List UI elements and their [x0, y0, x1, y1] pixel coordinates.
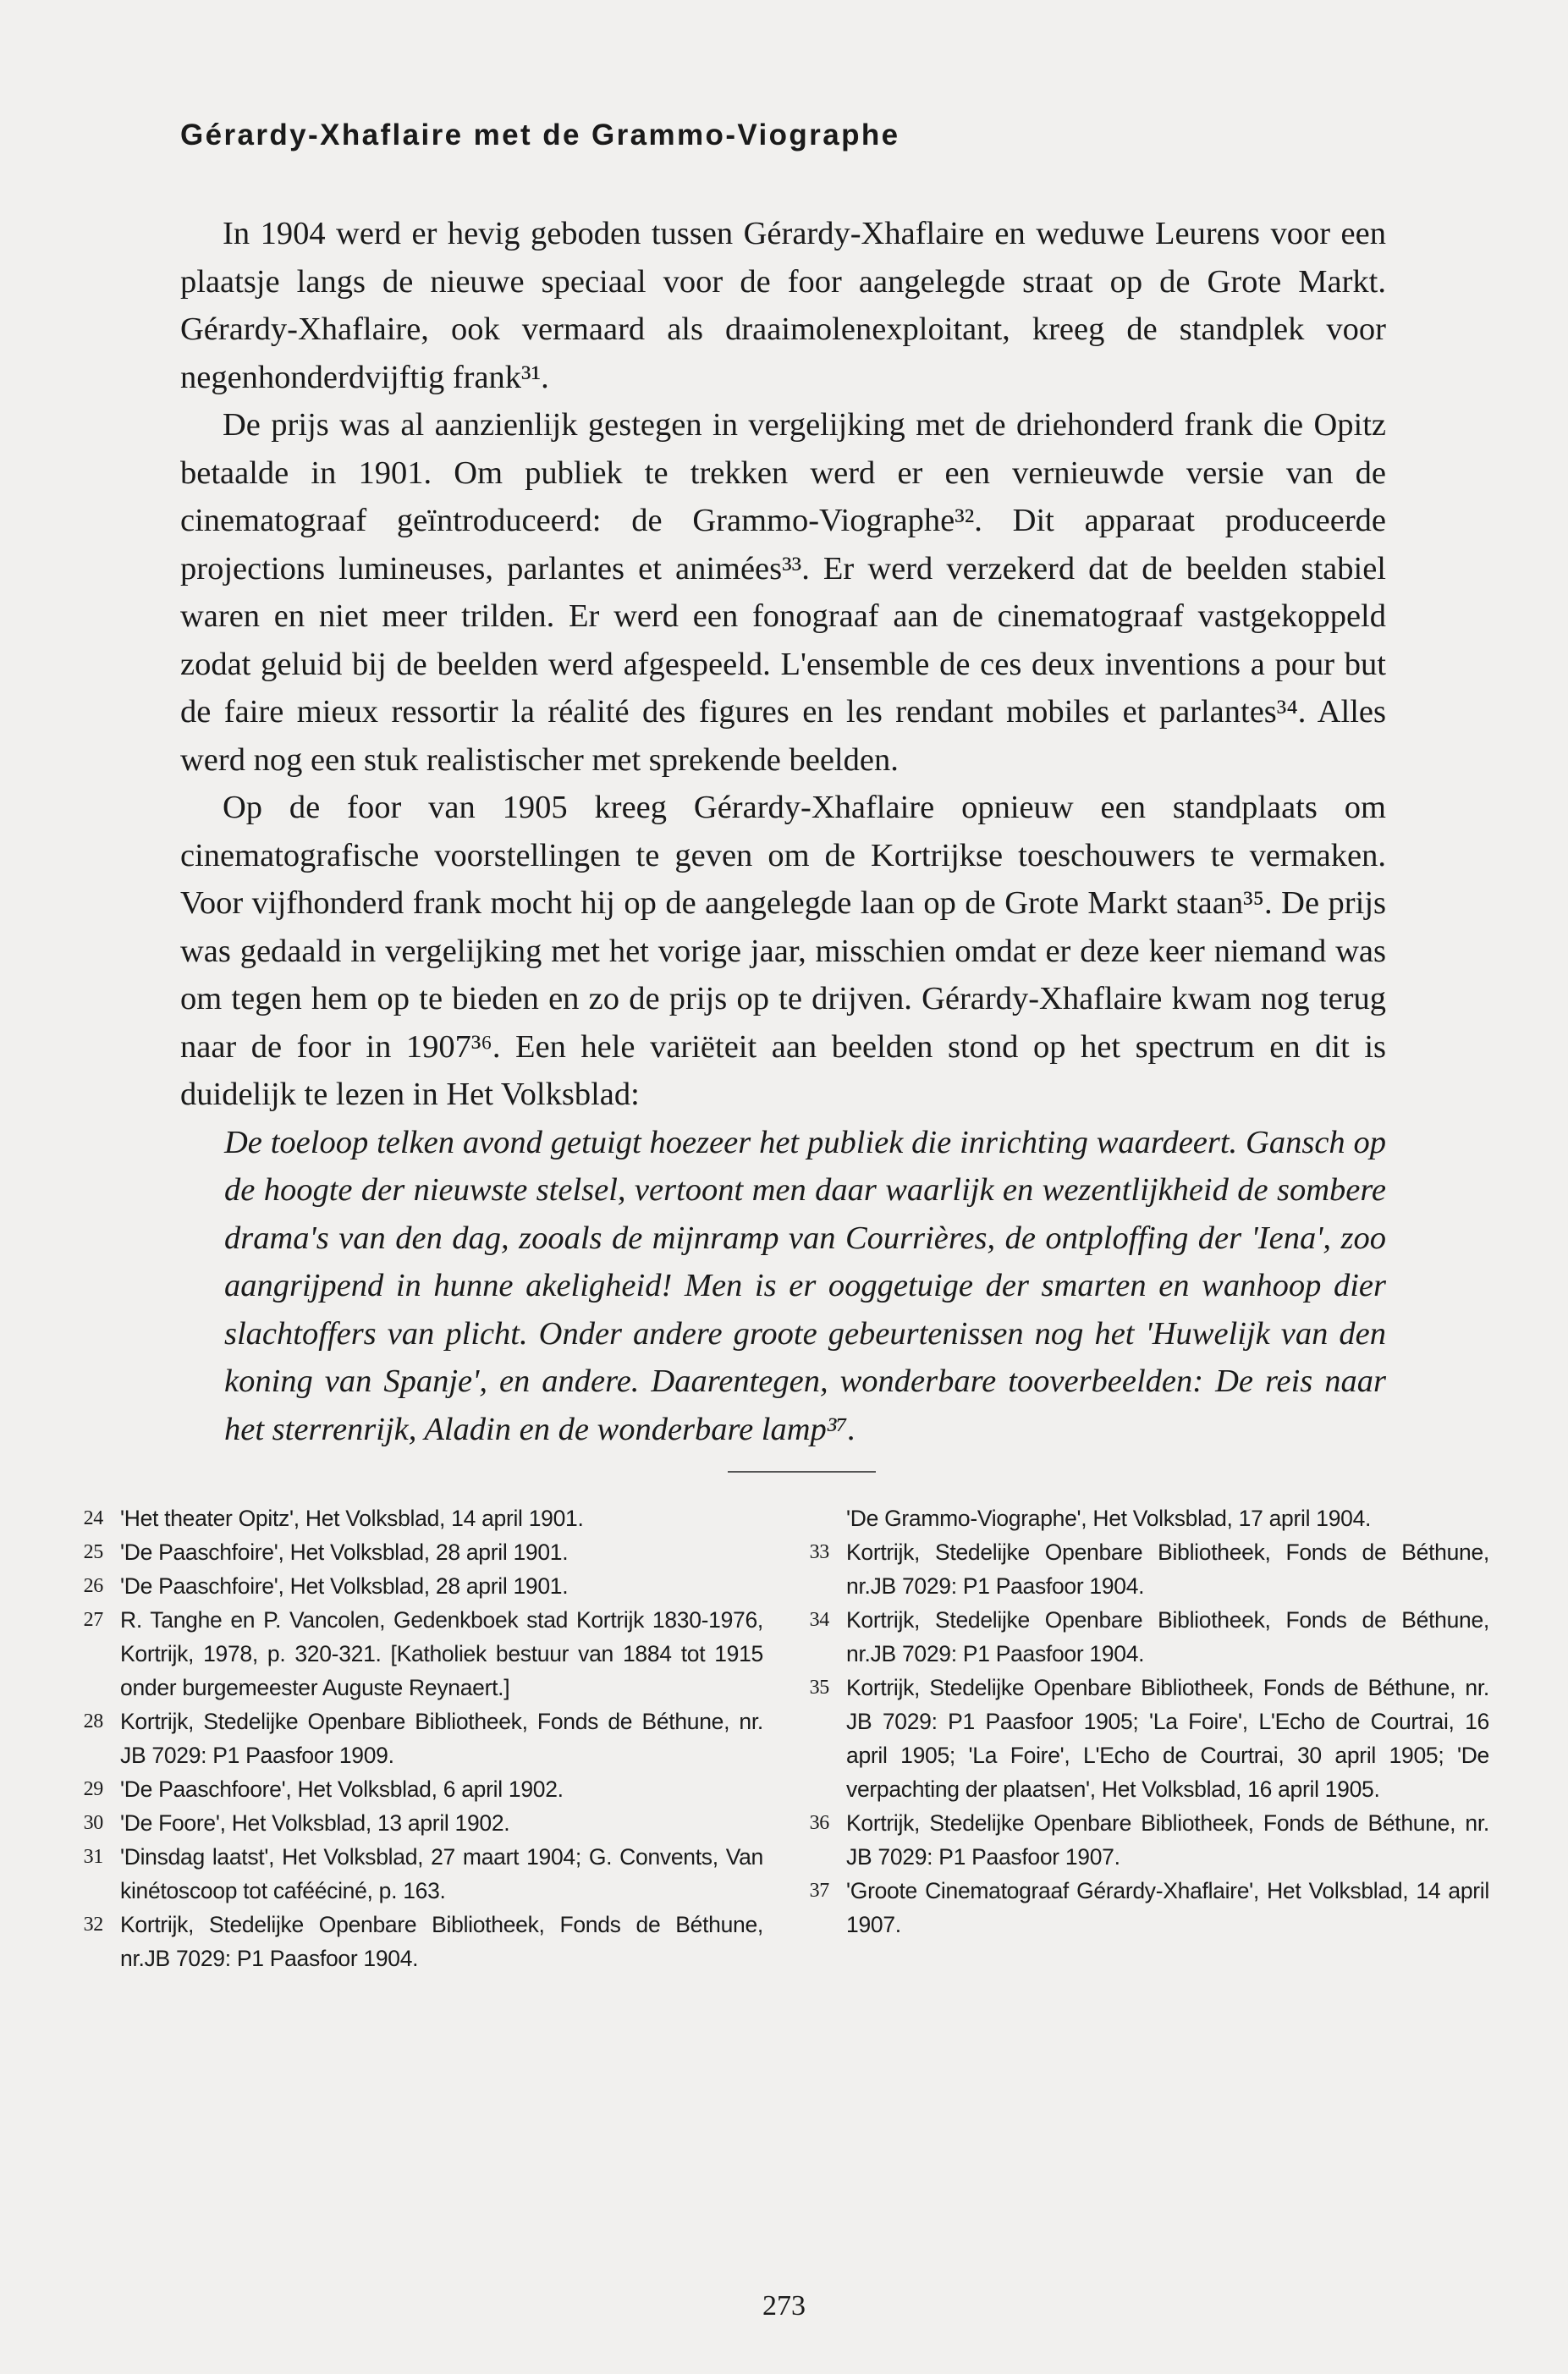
footnote-number: 34 — [809, 1609, 829, 1631]
footnote-text: 'Groote Cinematograaf Gérardy-Xhaflaire', Het Volksblad, 14 april 1907. — [846, 1878, 1489, 1937]
footnote — [794, 1806, 1489, 1874]
footnote — [794, 1603, 1489, 1671]
footnote — [68, 1535, 763, 1569]
footnote-number: 26 — [83, 1575, 103, 1597]
footnote-number: 24 — [83, 1507, 103, 1529]
footnote-number: 36 — [809, 1812, 829, 1834]
footnote-text: Kortrijk, Stedelijke Openbare Bibliotheek, Fonds de Béthune, nr. JB 7029: P1 Paasfoor 1907. — [846, 1810, 1489, 1870]
footnote-number: 30 — [83, 1812, 103, 1834]
footnote-text: 'De Foore', Het Volksblad, 13 april 1902. — [120, 1810, 510, 1836]
footnotes-left-column — [68, 1501, 763, 1975]
footnote-text: 'Het theater Opitz', Het Volksblad, 14 april 1901. — [120, 1506, 584, 1531]
page-number: 273 — [762, 2290, 806, 2322]
footnote-number: 31 — [83, 1846, 103, 1868]
footnote-continuation — [794, 1501, 1489, 1535]
footnote — [68, 1705, 763, 1772]
block-quote: De toeloop telken avond getuigt hoezeer het publiek die inrichting waardeert. Gansch op de hoogte der nieuwste stelsel, vertoont men daar waarlijk en wezentlijkheid de sombere drama's van den dag, zooals de mijnramp van Courrières, de ontploffing der 'Iena', zoo aangrijpend in hunne akeligheid! Men is er ooggetuige der smarten en wanhoop dier slachtoffers van plicht. Onder andere groote gebeurtenissen nog het 'Huwelijk van den koning van Spanje', en andere. Daarentegen, wonderbare tooverbeelden: De reis naar het sterrenrijk, Aladin en de wonderbare lamp³⁷. — [224, 1124, 1386, 1447]
footnote — [68, 1501, 763, 1535]
footnote-number: 33 — [809, 1541, 829, 1563]
footnote-text: 'De Paaschfoore', Het Volksblad, 6 april 1902. — [120, 1776, 564, 1802]
footnote-number: 32 — [83, 1914, 103, 1936]
section-heading: Gérardy-Xhaflaire met de Grammo-Viographe — [180, 118, 900, 151]
footnote-text: Kortrijk, Stedelijke Openbare Bibliotheek, Fonds de Béthune, nr. JB 7029: P1 Paasfoor 1909. — [120, 1709, 763, 1768]
footnotes-right-column — [794, 1501, 1489, 1942]
footnote-text: Kortrijk, Stedelijke Openbare Bibliotheek, Fonds de Béthune, nr.JB 7029: P1 Paasfoor 1904. — [120, 1912, 763, 1971]
footnote — [794, 1535, 1489, 1603]
footnote-number: 27 — [83, 1609, 103, 1631]
footnote-number: 25 — [83, 1541, 103, 1563]
footnote — [68, 1772, 763, 1806]
footnote-text: 'De Grammo-Viographe', Het Volksblad, 17 april 1904. — [846, 1506, 1372, 1531]
footnote-text: 'De Paaschfoire', Het Volksblad, 28 april 1901. — [120, 1573, 569, 1599]
footnote — [68, 1569, 763, 1603]
footnote-text: 'De Paaschfoire', Het Volksblad, 28 april 1901. — [120, 1540, 569, 1565]
footnote-number: 35 — [809, 1677, 829, 1699]
footnote-text: R. Tanghe en P. Vancolen, Gedenkboek stad Kortrijk 1830-1976, Kortrijk, 1978, p. 320-321. [Katholiek bestuur van 1884 tot 1915 onder burgemeester Auguste Reynaert.] — [120, 1607, 763, 1700]
footnote-number: 37 — [809, 1880, 829, 1902]
footnote-separator — [728, 1471, 876, 1473]
footnote — [794, 1874, 1489, 1942]
footnote — [794, 1671, 1489, 1806]
footnote-text: Kortrijk, Stedelijke Openbare Bibliotheek, Fonds de Béthune, nr. JB 7029: P1 Paasfoor 1905; 'La Foire', L'Echo de Courtrai, 16 april 1905; 'La Foire', L'Echo de Courtrai, 30 april 1905; 'De verpachting der plaatsen', Het Volksblad, 16 april 1905. — [846, 1675, 1489, 1802]
body-text — [180, 210, 1386, 1453]
footnote-number: 29 — [83, 1778, 103, 1800]
footnote-text: 'Dinsdag laatst', Het Volksblad, 27 maart 1904; G. Convents, Van kinétoscoop tot cafééciné, p. 163. — [120, 1844, 763, 1903]
footnote-text: Kortrijk, Stedelijke Openbare Bibliotheek, Fonds de Béthune, nr.JB 7029: P1 Paasfoor 1904. — [846, 1540, 1489, 1599]
paragraph-1: In 1904 werd er hevig geboden tussen Gérardy-Xhaflaire en weduwe Leurens voor een plaatsje langs de nieuwe speciaal voor de foor aangelegde straat op de Grote Markt. Gérardy-Xhaflaire, ook vermaard als draaimolenexploitant, kreeg de standplek voor negenhonderdvijftig frank³¹. — [180, 216, 1386, 395]
footnote-text: Kortrijk, Stedelijke Openbare Bibliotheek, Fonds de Béthune, nr.JB 7029: P1 Paasfoor 1904. — [846, 1607, 1489, 1666]
paragraph-2: De prijs was al aanzienlijk gestegen in vergelijking met de driehonderd frank die Opitz betaalde in 1901. Om publiek te trekken werd er een vernieuwde versie van de cinematograaf geïntroduceerd: de Grammo-Viographe³². Dit apparaat produceerde projections lumineuses, parlantes et animées³³. Er werd verzekerd dat de beelden stabiel waren en niet meer trilden. Er werd een fonograaf aan de cinematograaf vastgekoppeld zodat geluid bij de beelden werd afgespeeld. L'ensemble de ces deux inventions a pour but de faire mieux ressortir la réalité des figures en les rendant mobiles et parlantes³⁴. Alles werd nog een stuk realistischer met sprekende beelden. — [180, 407, 1386, 778]
footnote — [68, 1806, 763, 1840]
paragraph-3: Op de foor van 1905 kreeg Gérardy-Xhaflaire opnieuw een standplaats om cinematografische voorstellingen te geven om de Kortrijkse toeschouwers te vermaken. Voor vijfhonderd frank mocht hij op de aangelegde laan op de Grote Markt staan³⁵. De prijs was gedaald in vergelijking met het vorige jaar, misschien omdat er deze keer niemand was om tegen hem op te bieden en zo de prijs op te drijven. Gérardy-Xhaflaire kwam nog terug naar de foor in 1907³⁶. Een hele variëteit aan beelden stond op het spectrum en dit is duidelijk te lezen in Het Volksblad: — [180, 790, 1386, 1112]
footnote-number: 28 — [83, 1710, 103, 1732]
footnote — [68, 1908, 763, 1975]
footnote — [68, 1840, 763, 1908]
footnote — [68, 1603, 763, 1705]
